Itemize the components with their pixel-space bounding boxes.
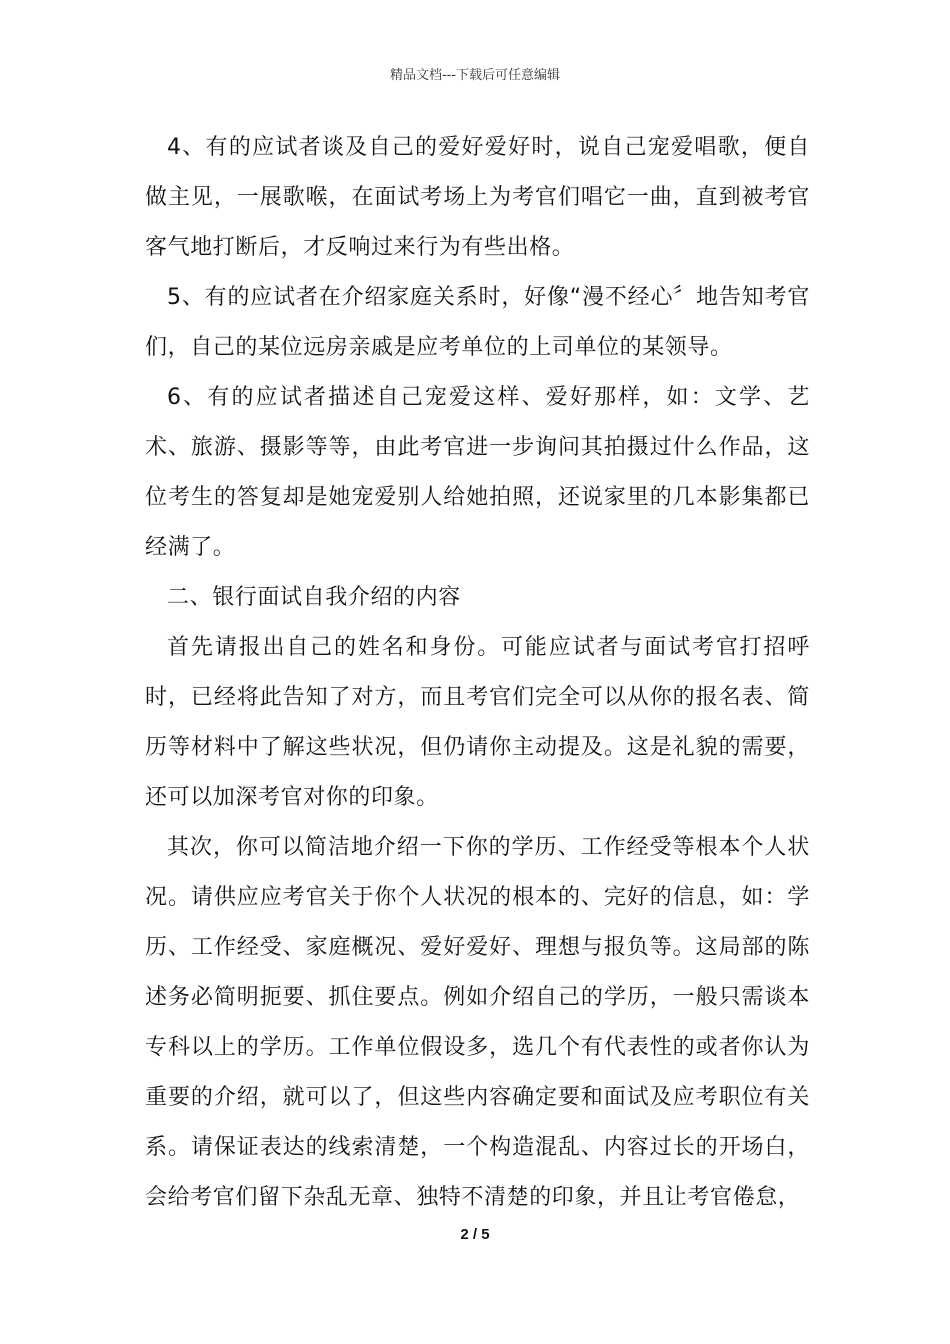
paragraph-item-4: 4、有的应试者谈及自己的爱好爱好时，说自己宠爱唱歌，便自做主见，一展歌喉，在面试考场上为考官们唱它一曲，直到被考官客气地打断后，才反响过来行为有些出格。 [145, 135, 810, 260]
paragraph-item-6: 6、有的应试者描述自己宠爱这样、爱好那样，如：文学、艺术、旅游、摄影等等，由此考官进一步询问其拍摄过什么作品，这位考生的答复却是她宠爱别人给她拍照，还说家里的几本影集都已经满了。 [145, 385, 810, 560]
paragraph-introduction-first: 首先请报出自己的姓名和身份。可能应试者与面试考官打招呼时，已经将此告知了对方，而且考官们完全可以从你的报名表、简历等材料中了解这些状况，但仍请你主动提及。这是礼貌的需要，还可以加深考官对你的印象。 [145, 635, 810, 810]
section-heading: 二、银行面试自我介绍的内容 [167, 585, 461, 610]
page-number: 2 / 5 [460, 1226, 490, 1243]
document-body [145, 123, 810, 1223]
paragraph-introduction-second: 其次，你可以简洁地介绍一下你的学历、工作经受等根本个人状况。请供应应考官关于你个人状况的根本的、完好的信息，如：学历、工作经受、家庭概况、爱好爱好、理想与报负等。这局部的陈述务必简明扼要、抓住要点。例如介绍自己的学历，一般只需谈本专科以上的学历。工作单位假设多，选几个有代表性的或者你认为重要的介绍，就可以了，但这些内容确定要和面试及应考职位有关系。请保证表达的线索清楚，一个构造混乱、内容过长的开场白，会给考官们留下杂乱无章、独特不清楚的印象，并且让考官倦怠， [145, 835, 810, 1210]
paragraph-item-5: 5、有的应试者在介绍家庭关系时，好像“漫不经心〞地告知考官们，自己的某位远房亲戚是应考单位的上司单位的某领导。 [145, 285, 810, 360]
page-header: 精品文档---下载后可任意编辑 [389, 68, 561, 83]
